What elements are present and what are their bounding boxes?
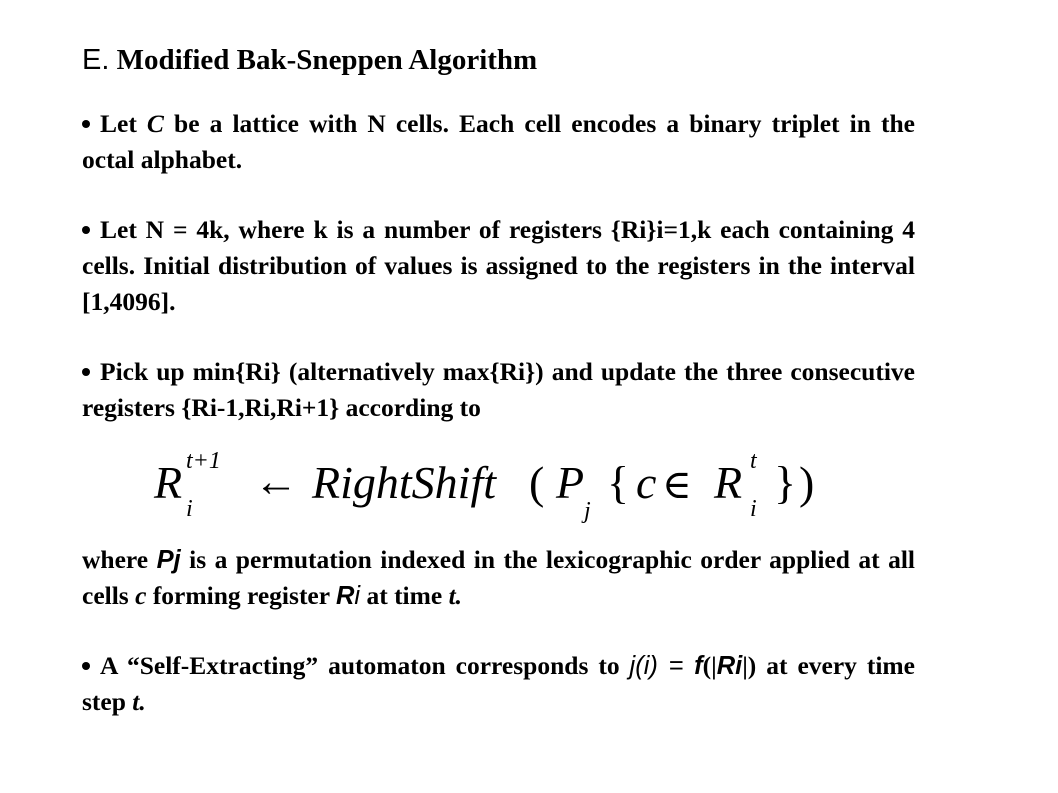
where-c: c xyxy=(135,581,147,610)
bullet-4-t1: A “Self-Extracting” automaton corresponds to xyxy=(100,651,630,680)
bullet-2-text: Let N = 4k, where k is a number of registers {Ri}i=1,k each containing 4 cells. Initial distribution of values is assigned to the registers in the interval [1,4096]. xyxy=(82,215,915,316)
section-letter: E. xyxy=(82,44,110,76)
bullet-1-post: be a lattice with N cells. Each cell encodes a binary triplet in the octal alphabet. xyxy=(82,109,915,174)
close-brace: } xyxy=(774,457,797,508)
where-r: R xyxy=(335,582,355,610)
bullet-2 xyxy=(82,212,915,320)
formula-svg xyxy=(144,438,824,524)
bullet-dot-icon xyxy=(82,120,90,128)
close-paren: ) xyxy=(799,457,815,508)
where-i: i xyxy=(354,582,361,610)
perm-sub: j xyxy=(584,498,591,524)
update-formula xyxy=(82,438,915,524)
slide xyxy=(82,40,915,720)
bullet-1 xyxy=(82,106,915,178)
rhs-base: R xyxy=(714,457,743,508)
arrow-symbol: ← xyxy=(254,457,298,506)
rhs-sub: i xyxy=(750,496,757,522)
bullet-3 xyxy=(82,354,915,426)
bullet-4-t: t. xyxy=(132,687,146,716)
where-t3: forming register xyxy=(146,581,336,610)
where-t4: at time xyxy=(360,581,449,610)
open-brace: { xyxy=(607,457,630,508)
in-symbol: ∈ xyxy=(662,462,692,507)
bullet-dot-icon xyxy=(82,226,90,234)
bullet-4-f4: Ri xyxy=(716,652,743,680)
bullet-4-f5: |) xyxy=(742,651,757,680)
perm-base: P xyxy=(556,457,585,508)
where-t2: is a permutation indexed in the lexicographic order applied at all cells xyxy=(82,545,915,610)
func-name: RightShift xyxy=(312,457,496,508)
where-j: j xyxy=(173,546,181,574)
bullet-4 xyxy=(82,648,915,720)
bullet-3-text: Pick up min{Ri} (alternatively max{Ri}) and update the three consecutive registers {Ri-1,Ri,Ri+1} according to xyxy=(82,357,915,422)
bullet-4-f3: (| xyxy=(702,651,717,680)
elem-c: c xyxy=(636,457,657,508)
rhs-sup: t xyxy=(750,448,757,474)
where-t1: where xyxy=(82,545,157,574)
bullet-1-pre: Let xyxy=(100,109,147,138)
bullet-4-t2: at every time step xyxy=(82,651,915,716)
bullet-1-var: C xyxy=(146,109,164,138)
lhs-base: R xyxy=(154,457,183,508)
open-paren: ( xyxy=(529,457,545,508)
lhs-sup: t+1 xyxy=(186,448,221,474)
where-t: t. xyxy=(448,581,463,610)
bullet-4-f2: f xyxy=(694,652,703,680)
section-title-text: Modified Bak-Sneppen Algorithm xyxy=(116,44,538,76)
where-p: P xyxy=(156,546,174,574)
where-paragraph xyxy=(82,542,915,614)
section-title xyxy=(82,40,915,80)
bullet-dot-icon xyxy=(82,368,90,376)
lhs-sub: i xyxy=(186,496,193,522)
bullet-dot-icon xyxy=(82,662,90,670)
bullet-4-f1: j(i) = xyxy=(629,652,695,680)
